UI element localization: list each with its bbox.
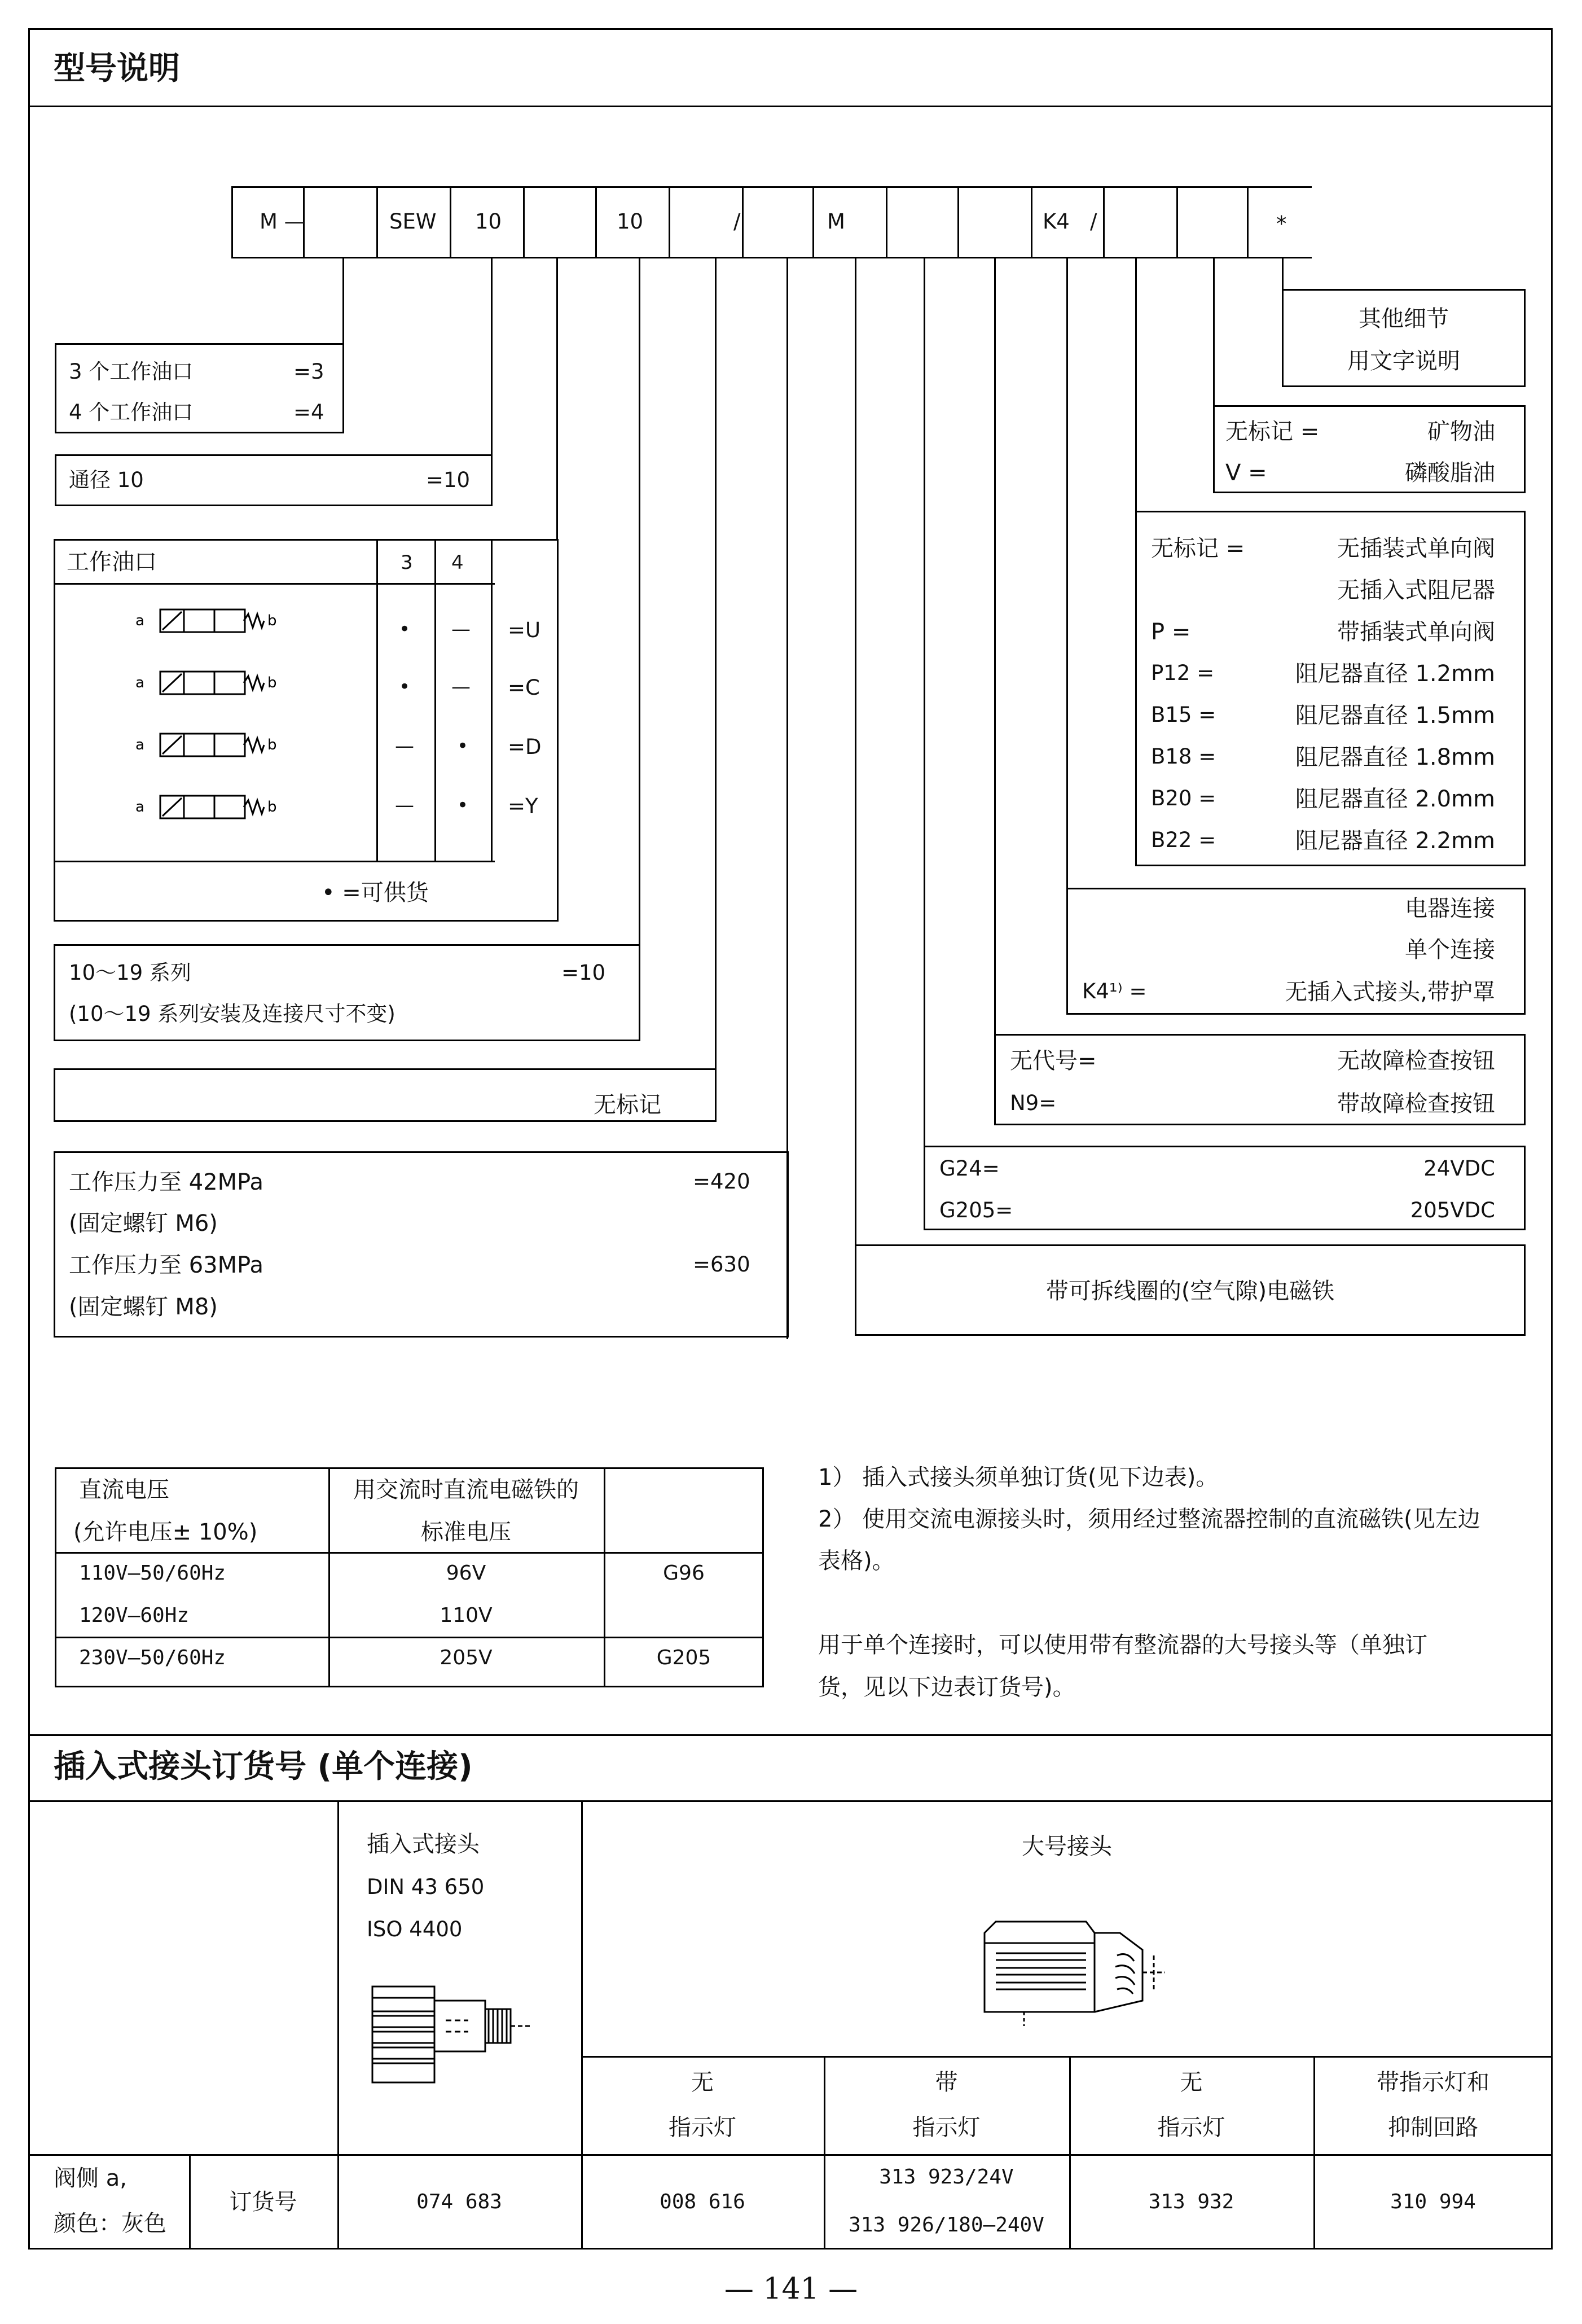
button-key-1: 无代号= bbox=[1010, 1048, 1097, 1074]
section1-divider bbox=[28, 106, 1553, 107]
check-key-5: B15 = bbox=[1151, 703, 1216, 727]
electric-line2: 单个连接 bbox=[1405, 937, 1495, 963]
pressure-val-3: =630 bbox=[693, 1252, 750, 1277]
pressure-val-1: =420 bbox=[693, 1169, 750, 1194]
sub3-line2: 指示灯 bbox=[1157, 2115, 1225, 2141]
vt-head2b: 标准电压 bbox=[421, 1519, 511, 1545]
electric-key: K4¹⁾ = bbox=[1082, 979, 1147, 1003]
sub1-line1: 无 bbox=[691, 2069, 714, 2095]
note-2a: 2） 使用交流电源接头时，须用经过整流器控制的直流磁铁(见左边 bbox=[818, 1506, 1480, 1532]
section2-divider-bottom bbox=[28, 1800, 1553, 1802]
code-cell-m: M — bbox=[260, 209, 305, 234]
svg-text:a: a bbox=[135, 674, 144, 691]
pressure-key-4: (固定螺钉 M8) bbox=[69, 1294, 218, 1320]
svg-text:a: a bbox=[135, 736, 144, 753]
vt-row2-a: 120V—60Hz bbox=[79, 1604, 190, 1627]
vt-row1-a: 110V—50/60Hz bbox=[79, 1562, 226, 1585]
pressure-key-1: 工作压力至 42MPa bbox=[69, 1169, 263, 1195]
code-cell-slash2: / bbox=[1090, 209, 1097, 234]
vt-row3-b: 205V bbox=[440, 1646, 493, 1669]
voltage-key-1: G24= bbox=[939, 1156, 1000, 1181]
check-key-4: P12 = bbox=[1151, 661, 1215, 685]
size-val: =10 bbox=[426, 468, 471, 492]
coil-text: 带可拆线圈的(空气隙)电磁铁 bbox=[1045, 1278, 1335, 1304]
section2-title: 插入式接头订货号 (单个连接) bbox=[54, 1748, 473, 1785]
check-val-6: 阻尼器直径 1.8mm bbox=[1295, 744, 1495, 770]
page-number: — 141 — bbox=[724, 2272, 858, 2306]
code-cell-10a: 10 bbox=[475, 209, 502, 234]
svg-text:b: b bbox=[267, 799, 277, 815]
check-val-3: 带插装式单向阀 bbox=[1337, 619, 1495, 645]
fluid-key-1: 无标记 = bbox=[1225, 419, 1320, 445]
check-key-7: B20 = bbox=[1151, 786, 1216, 810]
pressure-key-2: (固定螺钉 M6) bbox=[69, 1211, 218, 1236]
ports-val-1: =3 bbox=[293, 359, 324, 384]
ports-key-2: 4 个工作油口 bbox=[69, 400, 194, 424]
order-big-2a: 313 923/24V bbox=[879, 2165, 1014, 2189]
code-cell-sew: SEW bbox=[389, 209, 437, 234]
button-key-2: N9= bbox=[1010, 1091, 1057, 1115]
check-valve-box bbox=[1135, 511, 1526, 866]
valve-symbol-icon bbox=[135, 655, 282, 708]
fluid-val-2: 磷酸脂油 bbox=[1405, 460, 1495, 486]
order-std: 074 683 bbox=[416, 2190, 502, 2213]
note-3b: 货，见以下边表订货号)。 bbox=[818, 1674, 1075, 1700]
section1-title: 型号说明 bbox=[54, 50, 180, 87]
check-val-5: 阻尼器直径 1.5mm bbox=[1295, 703, 1495, 729]
button-val-2: 带故障检查按钮 bbox=[1337, 1091, 1495, 1117]
order-big-3: 313 932 bbox=[1148, 2190, 1234, 2213]
vt-row1-b: 96V bbox=[446, 1562, 486, 1585]
series-val: =10 bbox=[561, 961, 606, 985]
order-big-4: 310 994 bbox=[1390, 2190, 1476, 2213]
valve-col4: 4 bbox=[451, 551, 464, 574]
code-cell-m2: M bbox=[827, 209, 845, 234]
big-plug-title: 大号接头 bbox=[1022, 1834, 1112, 1860]
series-line1: 10～19 系列 bbox=[69, 961, 191, 985]
large-plug-icon bbox=[973, 1916, 1176, 2031]
sub1-line2: 指示灯 bbox=[669, 2115, 736, 2141]
sub4-line1: 带指示灯和 bbox=[1377, 2069, 1489, 2095]
check-key-8: B22 = bbox=[1151, 828, 1216, 852]
note-1: 1） 插入式接头须单独订货(见下边表)。 bbox=[818, 1464, 1219, 1490]
other-details-line1: 其他细节 bbox=[1359, 306, 1449, 332]
ports-val-2: =4 bbox=[293, 400, 324, 424]
std-plug-line3: ISO 4400 bbox=[367, 1917, 463, 1941]
order-big-1: 008 616 bbox=[660, 2190, 745, 2213]
sub2-line1: 带 bbox=[935, 2069, 958, 2095]
note-3a: 用于单个连接时，可以使用带有整流器的大号接头等（单独订 bbox=[818, 1632, 1427, 1658]
electric-line1: 电器连接 bbox=[1405, 896, 1495, 922]
vt-head1a: 直流电压 bbox=[79, 1477, 169, 1503]
std-plug-line2: DIN 43 650 bbox=[367, 1875, 485, 1899]
code-cell-slash1: / bbox=[733, 209, 741, 234]
order-big-2b: 313 926/180—240V bbox=[849, 2213, 1044, 2237]
voltage-val-1: 24VDC bbox=[1423, 1156, 1495, 1181]
check-key-1: 无标记 = bbox=[1151, 536, 1245, 562]
valve-col3: 3 bbox=[401, 551, 413, 574]
svg-text:b: b bbox=[267, 736, 277, 753]
size-key: 通径 10 bbox=[69, 468, 144, 492]
pressure-key-3: 工作压力至 63MPa bbox=[69, 1252, 263, 1278]
vt-head2a: 用交流时直流电磁铁的 bbox=[353, 1477, 579, 1503]
vt-head1b: (允许电压± 10%) bbox=[73, 1519, 258, 1545]
sub4-line2: 抑制回路 bbox=[1388, 2115, 1478, 2141]
sub3-line1: 无 bbox=[1180, 2069, 1203, 2095]
standard-plug-icon bbox=[367, 1975, 547, 2090]
check-val-4: 阻尼器直径 1.2mm bbox=[1295, 661, 1495, 687]
sub2-line2: 指示灯 bbox=[912, 2115, 981, 2141]
check-val-8: 阻尼器直径 2.2mm bbox=[1295, 828, 1495, 854]
valve-symbol-icon bbox=[135, 779, 282, 832]
svg-text:a: a bbox=[135, 612, 144, 629]
row-label-valve-side: 阀侧 a, bbox=[54, 2165, 127, 2191]
svg-text:b: b bbox=[267, 612, 277, 629]
vt-row2-b: 110V bbox=[440, 1604, 493, 1627]
ports-key-1: 3 个工作油口 bbox=[69, 359, 194, 384]
electric-val: 无插入式接头,带护罩 bbox=[1285, 979, 1495, 1005]
check-val-1: 无插装式单向阀 bbox=[1337, 536, 1495, 562]
row-label-order-no: 订货号 bbox=[229, 2189, 297, 2215]
fluid-key-2: V = bbox=[1225, 460, 1267, 486]
vt-row1-c: G96 bbox=[663, 1562, 705, 1585]
valve-legend: • =可供货 bbox=[322, 880, 429, 906]
vt-row3-c: G205 bbox=[656, 1646, 711, 1669]
check-key-3: P = bbox=[1151, 619, 1191, 645]
row-label-color: 颜色：灰色 bbox=[54, 2211, 166, 2237]
section2-divider-top bbox=[28, 1734, 1553, 1736]
std-plug-line1: 插入式接头 bbox=[367, 1831, 480, 1857]
code-cell-10b: 10 bbox=[617, 209, 644, 234]
button-val-1: 无故障检查按钮 bbox=[1337, 1048, 1495, 1074]
voltage-val-2: 205VDC bbox=[1410, 1198, 1495, 1222]
svg-text:b: b bbox=[267, 674, 277, 691]
svg-text:a: a bbox=[135, 799, 144, 815]
valve-symbol-icon bbox=[135, 717, 282, 770]
blank-mark-text: 无标记 bbox=[594, 1092, 661, 1118]
voltage-key-2: G205= bbox=[939, 1198, 1013, 1222]
code-cell-k4: K4 bbox=[1043, 209, 1070, 234]
check-key-6: B18 = bbox=[1151, 744, 1216, 769]
series-box bbox=[54, 944, 640, 1041]
vt-row3-a: 230V—50/60Hz bbox=[79, 1646, 226, 1669]
valve-table bbox=[54, 539, 559, 922]
series-line2: (10～19 系列安装及连接尺寸不变) bbox=[69, 1002, 395, 1026]
valve-header: 工作油口 bbox=[67, 549, 157, 575]
check-val-2: 无插入式阻尼器 bbox=[1337, 577, 1495, 603]
fluid-val-1: 矿物油 bbox=[1427, 419, 1495, 445]
note-2b: 表格)。 bbox=[818, 1548, 895, 1574]
other-details-line2: 用文字说明 bbox=[1347, 348, 1460, 374]
valve-symbol-icon bbox=[135, 593, 282, 646]
check-val-7: 阻尼器直径 2.0mm bbox=[1295, 786, 1495, 812]
code-cell-star: * bbox=[1276, 212, 1287, 236]
